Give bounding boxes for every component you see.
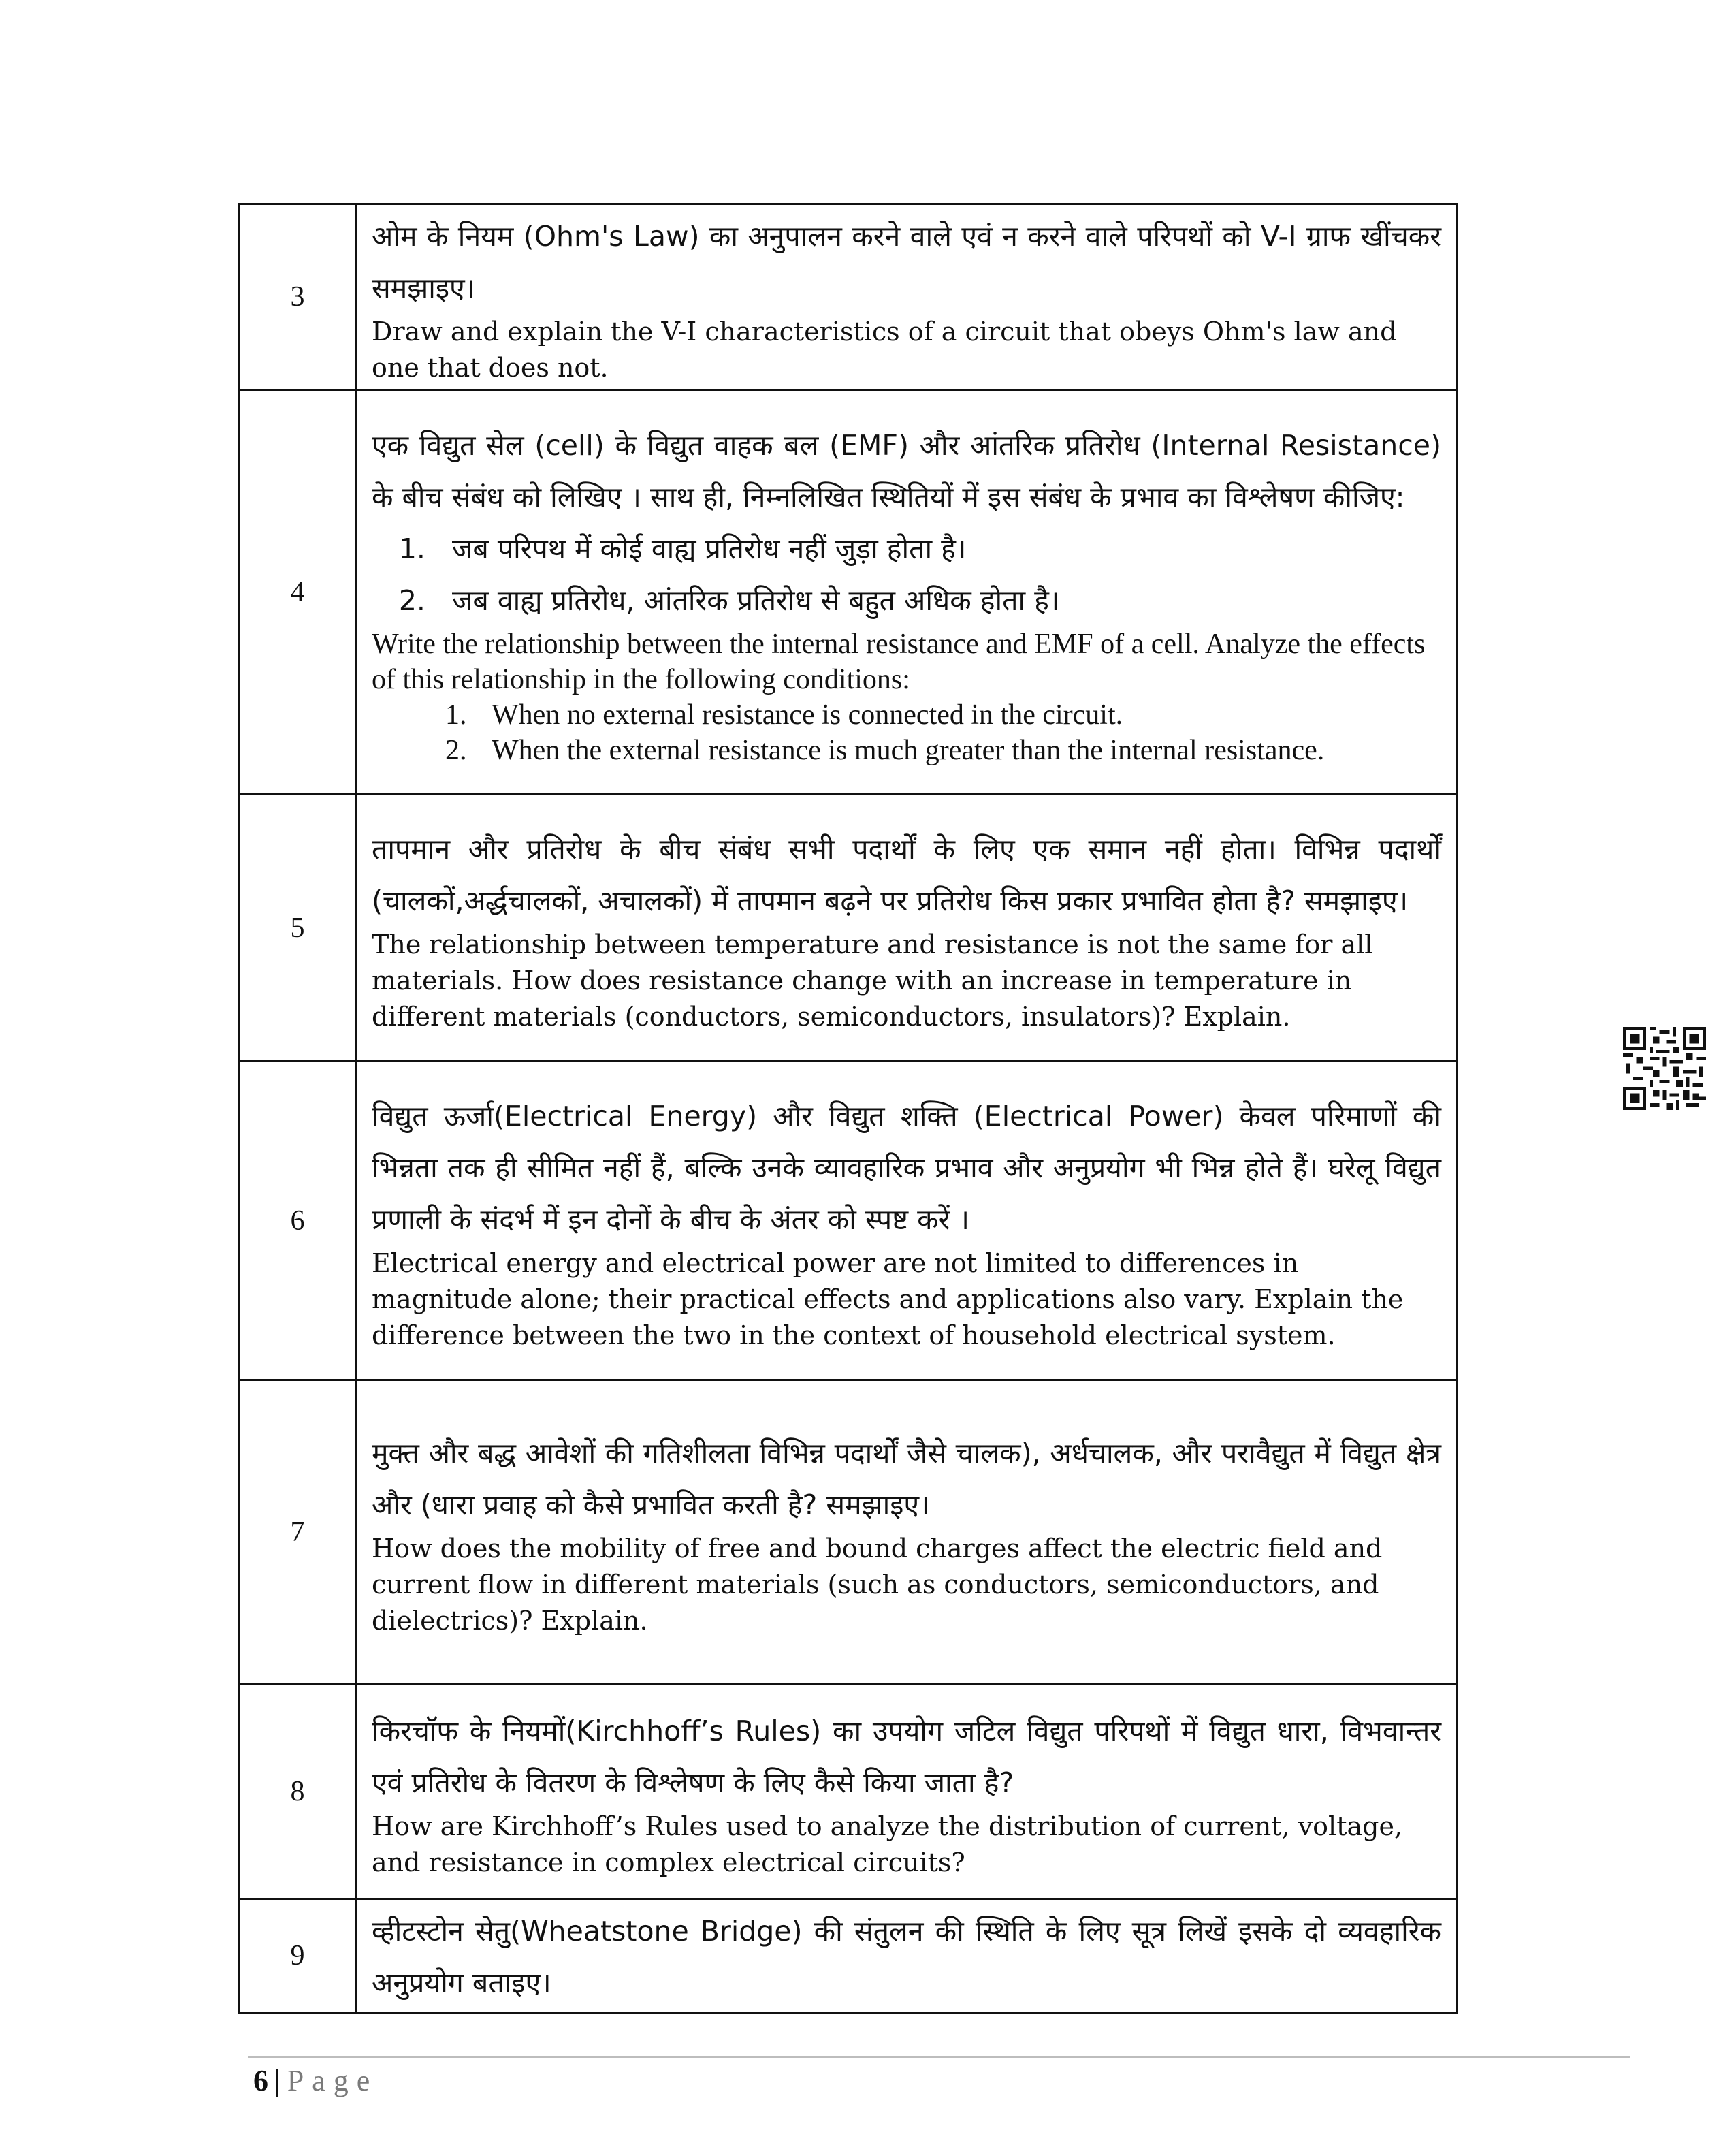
question-number: 6 (240, 1062, 356, 1380)
question-text-english: How are Kirchhoff’s Rules used to analyze the distribution of current, voltage, and resistance in complex electrical circuits? (372, 1811, 1403, 1877)
question-number: 4 (240, 390, 356, 795)
footer-divider (248, 2056, 1630, 2058)
question-cell (356, 1899, 1458, 2013)
question-row (240, 1380, 1458, 1684)
question-text-hindi: ओम के नियम (Ohm's Law) का अनुपालन करने वाले एवं न करने वाले परिपथों को V-I ग्राफ खींचकर समझाइए। (372, 220, 1441, 304)
question-cell (356, 204, 1458, 390)
question-text-english: How does the mobility of free and bound charges affect the electric field and current flow in different materials (such as conductors, semiconductors, and dielectrics)? Explain. (372, 1534, 1383, 1636)
question-cell (356, 1380, 1458, 1684)
question-number: 7 (240, 1380, 356, 1684)
question-text-hindi: मुक्त और बद्ध आवेशों की गतिशीलता विभिन्न पदार्थों जैसे चालक), अर्धचालक, और परावैद्युत में विद्युत क्षेत्र और (धारा प्रवाह को कैसे प्रभावित करती है? समझाइए। (372, 1437, 1441, 1521)
question-number: 8 (240, 1684, 356, 1899)
question-number: 3 (240, 204, 356, 390)
page-footer (253, 2063, 378, 2098)
footer-separator: | (274, 2064, 280, 2097)
page-number: 6 (253, 2064, 268, 2097)
question-text-english: Electrical energy and electrical power are not limited to differences in magnitude alone; their practical effects and applications also vary. Explain the difference between the two in the context of household electrical system. (372, 1248, 1404, 1350)
question-text-english: The relationship between temperature and resistance is not the same for all materials. How does resistance change with an increase in temperature in different materials (conductors, semiconductors, insulators)? Explain. (372, 930, 1373, 1032)
questions-table (238, 203, 1458, 2014)
page-label: Page (287, 2064, 379, 2097)
question-cell (356, 1684, 1458, 1899)
question-text-hindi: एक विद्युत सेल (cell) के विद्युत वाहक बल (EMF) और आंतरिक प्रतिरोध (Internal Resistance) के बीच संबंध को लिखिए । साथ ही, निम्नलिखित स्थितियों में इस संबंध के प्रभाव का विश्लेषण कीजिए: (372, 428, 1441, 513)
question-cell (356, 795, 1458, 1062)
question-cell (356, 1062, 1458, 1380)
conditions-list-english (372, 697, 1441, 768)
question-row (240, 795, 1458, 1062)
question-text-english: Draw and explain the V-I characteristics of a circuit that obeys Ohm's law and one that does not. (372, 317, 1397, 383)
question-text-hindi: तापमान और प्रतिरोध के बीच संबंध सभी पदार्थों के लिए एक समान नहीं होता। विभिन्न पदार्थों (चालकों,अर्द्धचालकों, अचालकों) में तापमान बढ़ने पर प्रतिरोध किस प्रकार प्रभावित होता है? समझाइए। (372, 833, 1441, 917)
question-number: 9 (240, 1899, 356, 2013)
question-row (240, 1684, 1458, 1899)
qr-code-icon (1623, 1027, 1706, 1110)
conditions-list-hindi (372, 523, 1441, 626)
question-text-hindi: व्हीटस्टोन सेतु(Wheatstone Bridge) की संतुलन की स्थिति के लिए सूत्र लिखें इसके दो व्यवहारिक अनुप्रयोग बताइए। (372, 1915, 1441, 1999)
question-row (240, 1899, 1458, 2013)
list-item: 2. When the external resistance is much greater than the internal resistance. (474, 733, 1441, 768)
question-row (240, 204, 1458, 390)
list-item: 1. When no external resistance is connected in the circuit. (474, 697, 1441, 733)
question-row (240, 1062, 1458, 1380)
question-row (240, 390, 1458, 795)
question-cell (356, 390, 1458, 795)
question-text-hindi: विद्युत ऊर्जा(Electrical Energy) और विद्युत शक्ति (Electrical Power) केवल परिमाणों की भिन्नता तक ही सीमित नहीं हैं, बल्कि उनके व्यावहारिक प्रभाव और अनुप्रयोग भी भिन्न होते हैं। घरेलू विद्युत प्रणाली के संदर्भ में इन दोनों के बीच के अंतर को स्पष्ट करें । (372, 1100, 1441, 1236)
question-number: 5 (240, 795, 356, 1062)
question-text-hindi: किरचॉफ के नियमों(Kirchhoff’s Rules) का उपयोग जटिल विद्युत परिपथों में विद्युत धारा, विभवान्तर एवं प्रतिरोध के वितरण के विश्लेषण के लिए कैसे किया जाता है? (372, 1714, 1441, 1799)
question-text-english: Write the relationship between the internal resistance and EMF of a cell. Analyze the effects of this relationship in the following conditions: (372, 628, 1426, 695)
list-item: 2. जब वाह्य प्रतिरोध, आंतरिक प्रतिरोध से बहुत अधिक होता है। (434, 575, 1441, 626)
list-item: 1. जब परिपथ में कोई वाह्य प्रतिरोध नहीं जुड़ा होता है। (434, 523, 1441, 575)
